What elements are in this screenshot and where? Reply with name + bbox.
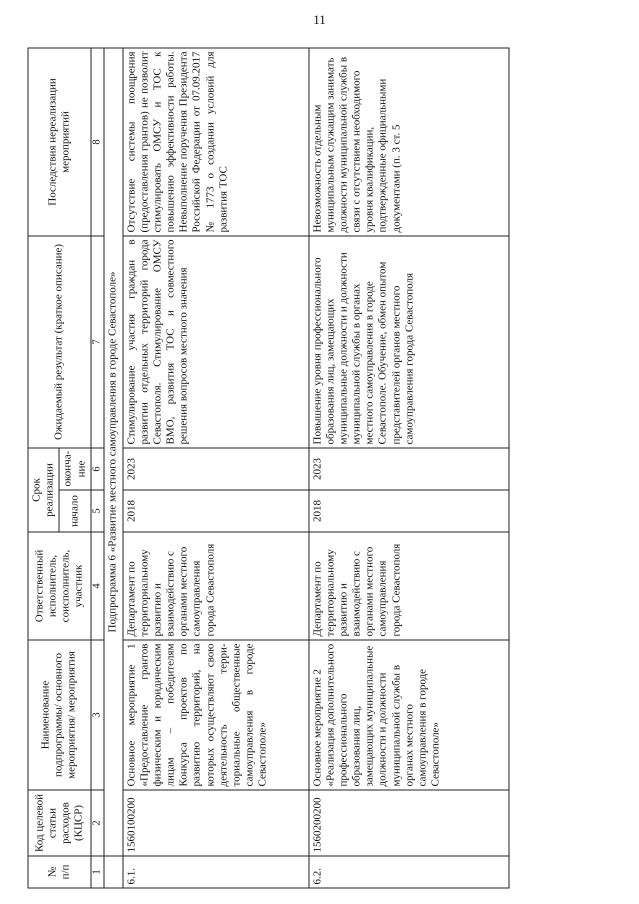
col-number: 1 [90, 856, 104, 888]
row-code: 1560100200 [122, 790, 308, 856]
row-responsible: Департамент по территориальному развитию и взаимодействию с органами местного самоуправления города Севастополя [308, 532, 508, 640]
row-end: 2023 [122, 447, 308, 489]
header-consequences: Последствия нереализации мероприятий [28, 47, 91, 235]
row-result: Повышение уровня профессионального образования лиц, замещающих муниципальные должности и должности муниципальной службы в органах местного самоуправления в городе Севастополе. Обучение, обмен опытом представителей органов местного самоуправления города Севастополя [308, 235, 508, 447]
header-term: Срок реализации [28, 447, 59, 531]
program-title: Подпрограмма 6 «Развитие местного самоуправления в городе Севастополе» [104, 47, 122, 855]
header-code: Код целевой статьи расходов (КЦСР) [28, 790, 91, 856]
row-responsible: Департамент по территориальному развитию и взаимодействию с органами местного самоуправления города Севастополя [122, 532, 308, 640]
col-number: 3 [90, 640, 104, 790]
header-name: Наименование подпрограммы/ основного мероприятия/ мероприятия [28, 640, 91, 790]
col-number: 4 [90, 532, 104, 640]
table-row [308, 47, 508, 887]
col-number: 8 [90, 47, 104, 235]
header-num: № п/п [28, 856, 91, 888]
row-start: 2018 [122, 490, 308, 532]
header-start: начало [59, 490, 90, 532]
row-code: 1560200200 [308, 790, 508, 856]
row-consequences: Невозможность отдельным муниципальным служащим занимать должности муниципальной службы в связи с отсутствием необходимого уровня квалификации, подтвержденные официальными документами (п. 3 ст. 5 [308, 47, 508, 235]
table-row [122, 47, 308, 887]
row-num: 6.1. [122, 856, 308, 888]
row-num: 6.2. [308, 856, 508, 888]
col-number: 5 [90, 490, 104, 532]
header-responsible: Ответственный исполнитель, соисполнитель, участник [28, 532, 91, 640]
header-end: оконча- ние [59, 447, 90, 489]
page-number: 11 [313, 12, 326, 27]
row-name: Основное мероприятие 2 «Реализация дополнительного профессионального образования лиц, замещающих муниципальные должности и должности муниципальной службы в органах местного самоуправления в городе Севастополе» [308, 640, 508, 790]
rotated-table-container [27, 48, 612, 888]
column-numbers-row [90, 47, 104, 887]
measures-table [27, 47, 509, 888]
program-title-row [104, 47, 122, 887]
col-number: 7 [90, 235, 104, 447]
row-end: 2023 [308, 447, 508, 489]
col-number: 2 [90, 790, 104, 856]
header-result: Ожидаемый результат (краткое описание) [28, 235, 91, 447]
col-number: 6 [90, 447, 104, 489]
header-row [28, 47, 59, 887]
row-consequences: Отсутствие системы поощрения (предоставления грантов) не позволит стимулировать ОМСУ и ТОС к повышению эффективности работы. Невыполнение поручения Президента Российской Федерации от 07.09.2017 № 1773 о создании условий для развития ТОС [122, 47, 308, 235]
row-result: Стимулирование участия граждан в развитии отдельных территорий города Севастополя. Стимулирование ОМСУ ВМО, развития ТОС и совместного решения вопросов местного значения [122, 235, 308, 447]
row-name: Основное мероприятие 1 «Предоставление грантов физическим и юридическим лицам – победителям Конкурса проектов по развитию территорий, на которых осуществляют свою деятельность терри-ториальные общественные самоуправления в городе Севастополе» [122, 640, 308, 790]
row-start: 2018 [308, 490, 508, 532]
row-spacer [104, 856, 122, 888]
